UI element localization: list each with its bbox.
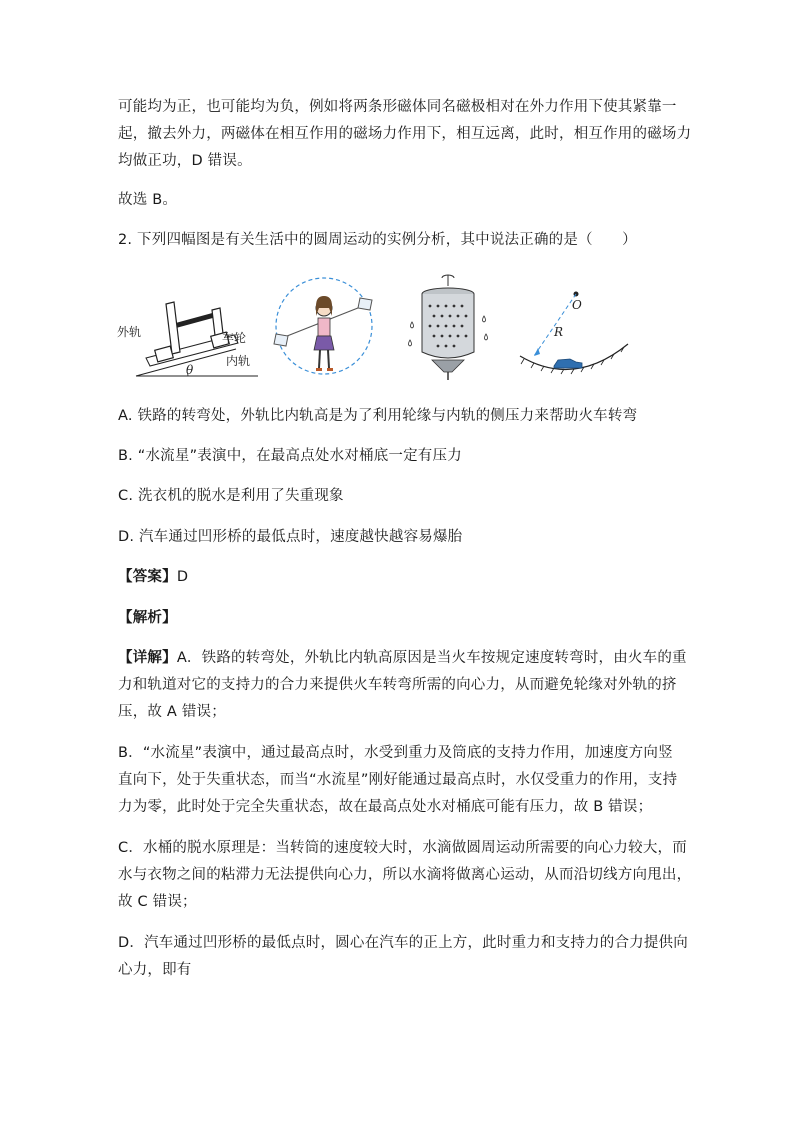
option-b: B. “水流星”表演中，在最高点处水对桶底一定有压力 xyxy=(118,448,462,464)
answer-line xyxy=(118,567,678,587)
detail-a-line-3: 压，故 A 错误； xyxy=(118,704,226,720)
cup-right xyxy=(358,298,372,310)
intro-conclusion: 故选 B。 xyxy=(118,192,178,208)
detail-b-line-1: B．“水流星”表演中，通过最高点时，水受到重力及筒底的支持力作用，加速度方向竖 xyxy=(118,745,673,761)
question-stem: 2. 下列四幅图是有关生活中的圆周运动的实例分析，其中说法正确的是（ ） xyxy=(118,232,637,248)
option-a: A. 铁路的转弯处，外轨比内轨高是为了利用轮缘与内轨的侧压力来帮助火车转弯 xyxy=(118,408,638,424)
analysis-tag: 【解析】 xyxy=(118,610,177,626)
detail-a-line-1 xyxy=(118,648,687,668)
label-radius: R xyxy=(554,325,564,339)
left-leg xyxy=(319,350,320,368)
figure-railway xyxy=(116,296,261,380)
figure-spin-dryer xyxy=(404,272,492,384)
detail-c-line-2: 水与衣物之间的粘滞力无法提供向心力，所以水滴将做离心运动，从而沿切线方向甩出， xyxy=(118,867,692,883)
axle xyxy=(174,314,218,326)
option-c: C. 洗衣机的脱水是利用了失重现象 xyxy=(118,488,344,504)
intro-line-3: 均做正功，D 错误。 xyxy=(118,153,252,169)
answer-value: D xyxy=(176,569,189,585)
detail-b-line-2: 直向下，处于失重状态，而当“水流星”刚好能通过最高点时，水仅受重力的作用，支持 xyxy=(118,772,678,788)
label-center: O xyxy=(572,298,582,312)
car xyxy=(554,359,582,368)
option-d: D. 汽车通过凹形桥的最低点时，速度越快越容易爆胎 xyxy=(118,529,463,545)
cup-left xyxy=(274,334,288,346)
left-shoe xyxy=(316,368,322,371)
detail-c-line-3: 故 C 错误； xyxy=(118,894,197,910)
label-wheel: 车轮 xyxy=(222,331,247,345)
detail-b-line-3: 力为零，此时处于完全失重状态，故在最高点处水对桶底可能有压力，故 B 错误； xyxy=(118,799,653,815)
right-shoe xyxy=(327,368,333,371)
label-angle: θ xyxy=(186,363,194,377)
answer-tag: 【答案】 xyxy=(118,569,177,585)
figure-concave-bridge xyxy=(514,284,634,378)
intro-line-2: 起，撤去外力，两磁体在相互作用的磁场力作用下，相互远离，此时，相互作用的磁场力 xyxy=(118,126,692,142)
detail-tag: 【详解】 xyxy=(118,650,177,666)
label-outer-rail: 外轨 xyxy=(117,325,142,339)
intro-line-1: 可能均为正，也可能均为负，例如将两条形磁体同名磁极相对在外力作用下使其紧靠一 xyxy=(118,99,677,115)
label-inner-rail: 内轨 xyxy=(226,354,251,368)
drum-base xyxy=(432,360,464,372)
detail-d-line-1: D．汽车通过凹形桥的最低点时，圆心在汽车的正上方，此时重力和支持力的合力提供向 xyxy=(118,935,688,951)
detail-a-text-1: A．铁路的转弯处，外轨比内轨高原因是当火车按规定速度转弯时，由火车的重 xyxy=(176,650,687,666)
detail-a-line-2: 力和轨道对它的支持力的合力来提供火车转弯所需的向心力，从而避免轮缘对外轨的挤 xyxy=(118,677,677,693)
detail-c-line-1: C．水桶的脱水原理是：当转筒的速度较大时，水滴做圆周运动所需要的向心力较大，而 xyxy=(118,840,687,856)
figure-water-meteor xyxy=(272,270,377,382)
detail-d-line-2: 心力，即有 xyxy=(118,962,192,978)
right-leg xyxy=(328,350,329,368)
shirt xyxy=(318,318,330,336)
skirt xyxy=(314,336,334,350)
